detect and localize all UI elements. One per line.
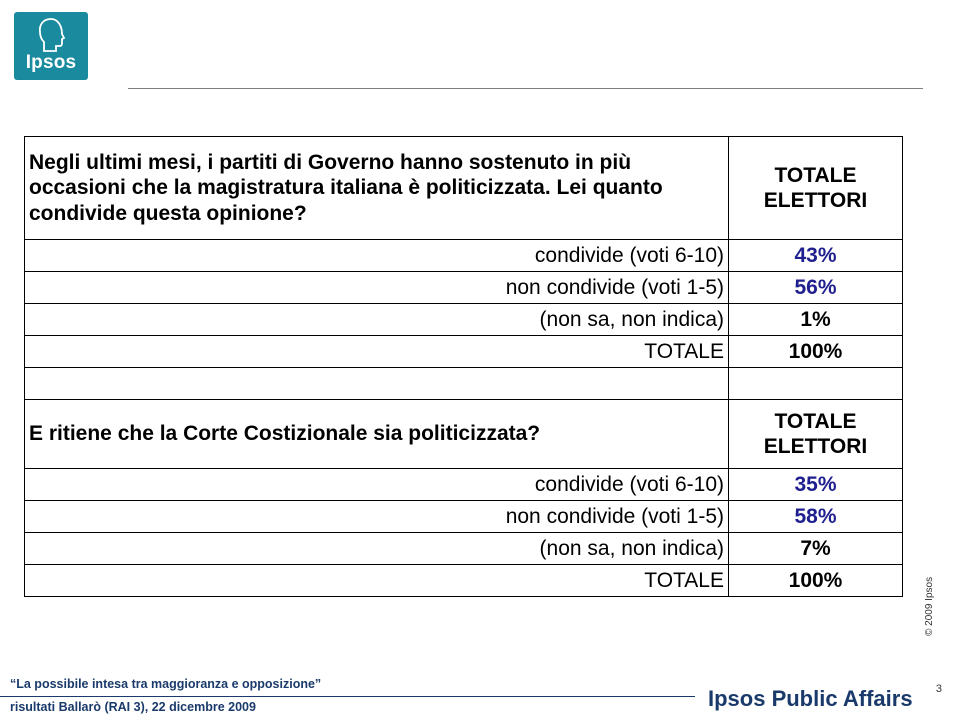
answer-value: 1% — [729, 304, 903, 336]
table-row — [25, 272, 903, 304]
question-row — [25, 400, 903, 469]
table-row — [25, 240, 903, 272]
answer-value: 56% — [729, 272, 903, 304]
total-value: 100% — [729, 565, 903, 597]
survey-results-table — [24, 136, 903, 597]
footer-divider — [0, 696, 695, 697]
total-value: 100% — [729, 336, 903, 368]
table-row — [25, 336, 903, 368]
logo-wordmark: Ipsos — [25, 52, 77, 73]
question-row — [25, 137, 903, 240]
header-divider — [128, 88, 923, 89]
table-row — [25, 469, 903, 501]
table-row — [25, 501, 903, 533]
answer-label: (non sa, non indica) — [25, 304, 729, 336]
question-1-text: Negli ultimi mesi, i partiti di Governo hanno sostenuto in più occasioni che la magistratura italiana è politicizzata. Lei quanto condivide questa opinione? — [25, 137, 729, 240]
spacer-cell — [25, 368, 729, 400]
footer-title: “La possibile intesa tra maggioranza e opposizione” — [10, 677, 322, 691]
answer-label: condivide (voti 6-10) — [25, 469, 729, 501]
answer-label: (non sa, non indica) — [25, 533, 729, 565]
question-2-text: E ritiene che la Corte Costizionale sia politicizzata? — [25, 400, 729, 469]
question-2-column-header: TOTALE ELETTORI — [729, 400, 903, 469]
answer-value: 43% — [729, 240, 903, 272]
total-label: TOTALE — [25, 565, 729, 597]
table-row — [25, 304, 903, 336]
spacer-cell — [729, 368, 903, 400]
page-number: 3 — [935, 683, 942, 695]
footer-subtitle: risultati Ballarò (RAI 3), 22 dicembre 2009 — [10, 700, 256, 714]
answer-value: 35% — [729, 469, 903, 501]
answer-value: 58% — [729, 501, 903, 533]
answer-label: non condivide (voti 1-5) — [25, 272, 729, 304]
copyright-notice: © 2009 Ipsos — [924, 576, 935, 636]
head-profile-icon — [36, 18, 66, 52]
total-label: TOTALE — [25, 336, 729, 368]
footer-brand: Ipsos Public Affairs — [708, 686, 913, 711]
table-row — [25, 565, 903, 597]
table-row — [25, 533, 903, 565]
question-1-column-header: TOTALE ELETTORI — [729, 137, 903, 240]
answer-label: condivide (voti 6-10) — [25, 240, 729, 272]
answer-label: non condivide (voti 1-5) — [25, 501, 729, 533]
answer-value: 7% — [729, 533, 903, 565]
ipsos-logo — [14, 12, 88, 80]
spacer-row — [25, 368, 903, 400]
